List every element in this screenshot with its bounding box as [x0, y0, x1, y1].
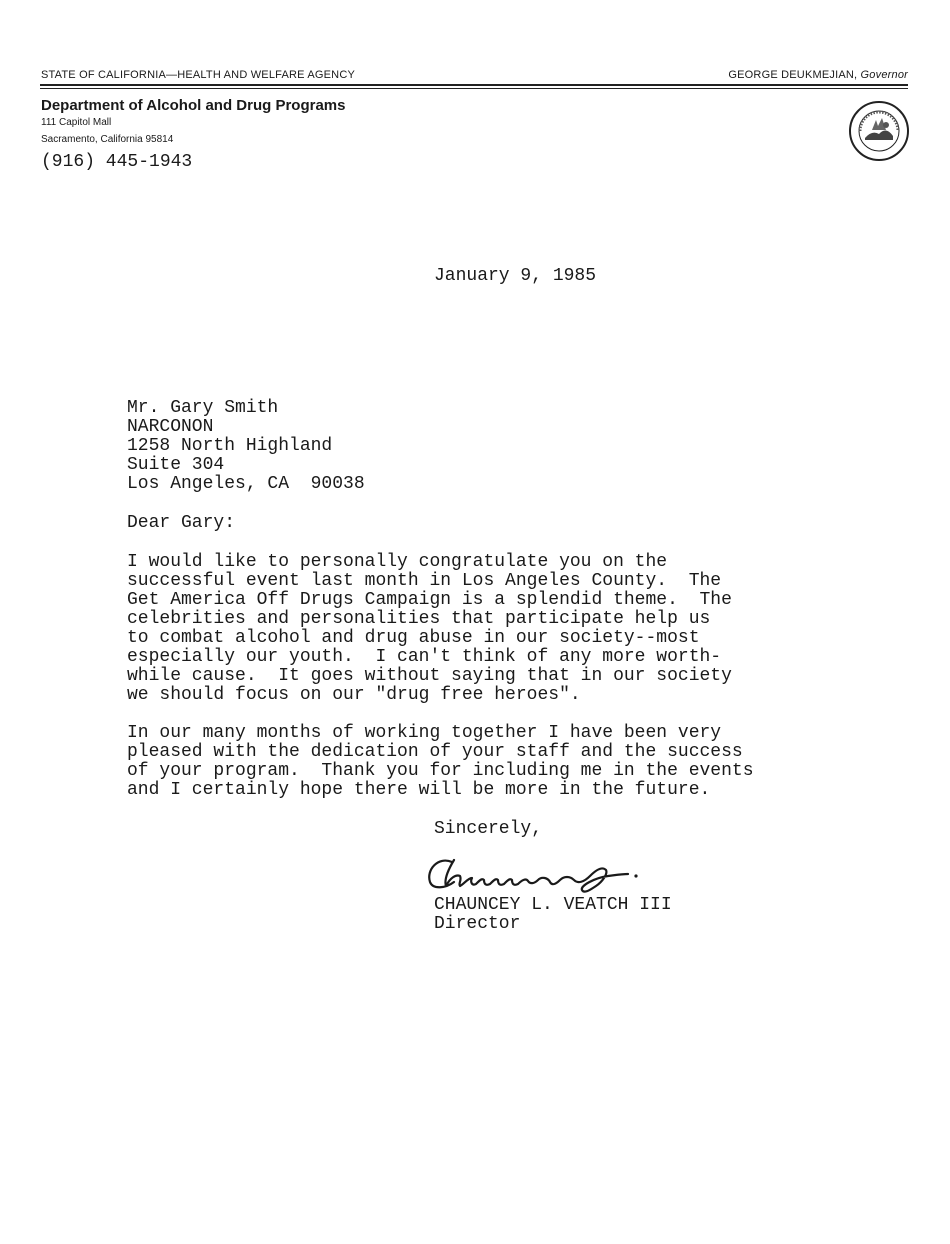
closing: Sincerely,	[434, 819, 543, 839]
recipient-line: Mr. Gary Smith	[127, 398, 279, 418]
address-line-2: Sacramento, California 95814	[41, 134, 174, 145]
letter-date: January 9, 1985	[434, 266, 597, 286]
body-line: while cause. It goes without saying that in our society	[127, 666, 732, 686]
department-name: Department of Alcohol and Drug Programs	[41, 97, 346, 114]
body-line: In our many months of working together I have been very	[127, 723, 722, 743]
body-line: to combat alcohol and drug abuse in our society--most	[127, 628, 700, 648]
body-line: celebrities and personalities that participate help us	[127, 609, 711, 629]
body-paragraph-2	[127, 724, 754, 800]
body-line: successful event last month in Los Angeles County. The	[127, 571, 722, 591]
recipient-address	[127, 399, 365, 494]
recipient-line: Suite 304	[127, 455, 225, 475]
signer-title: Director	[434, 914, 521, 934]
address-line-1: 111 Capitol Mall	[41, 117, 112, 128]
governor-title: Governor	[860, 69, 908, 81]
body-line: pleased with the dedication of your staff and the success	[127, 742, 743, 762]
state-seal-icon	[848, 100, 910, 162]
agency-name: STATE OF CALIFORNIA—HEALTH AND WELFARE AGENCY	[41, 69, 355, 81]
recipient-line: 1258 North Highland	[127, 436, 333, 456]
recipient-line: Los Angeles, CA 90038	[127, 474, 365, 494]
body-line: and I certainly hope there will be more in the future.	[127, 780, 711, 800]
governor-line	[728, 69, 908, 81]
body-line: we should focus on our "drug free heroes".	[127, 685, 581, 705]
recipient-line: NARCONON	[127, 417, 214, 437]
salutation: Dear Gary:	[127, 513, 236, 533]
letterhead-rule-thin	[40, 88, 908, 89]
body-line: of your program. Thank you for including me in the events	[127, 761, 754, 781]
governor-name: GEORGE DEUKMEJIAN,	[728, 69, 858, 81]
signer-name: CHAUNCEY L. VEATCH III	[434, 895, 672, 915]
body-line: I would like to personally congratulate you on the	[127, 552, 668, 572]
letterhead-rule	[40, 84, 908, 86]
body-line: Get America Off Drugs Campaign is a splendid theme. The	[127, 590, 732, 610]
phone-number: (916) 445-1943	[41, 152, 193, 172]
signature	[424, 848, 654, 898]
body-paragraph-1	[127, 553, 732, 705]
body-line: especially our youth. I can't think of any more worth-	[127, 647, 722, 667]
